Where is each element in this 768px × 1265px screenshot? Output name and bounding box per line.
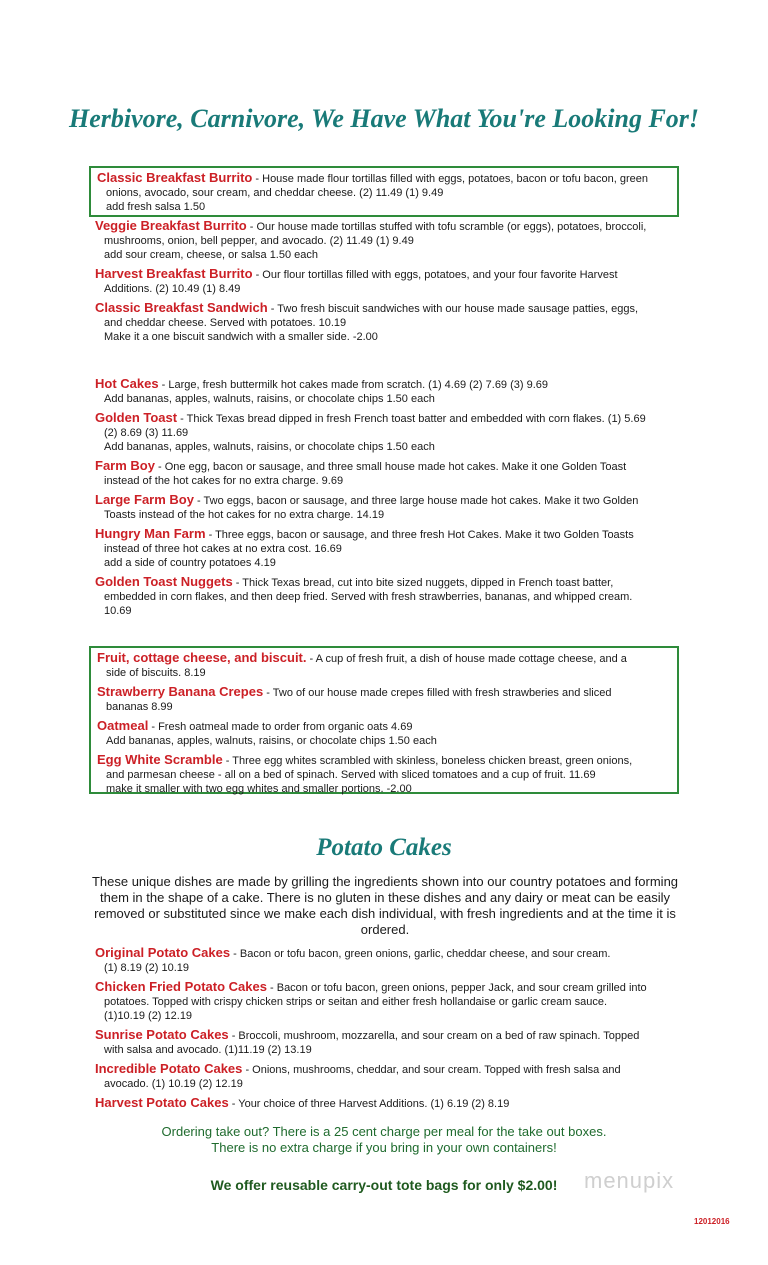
griddle-section [95,377,685,623]
menu-item-detail: potatoes. Topped with crispy chicken strips or seitan and either fresh hollandaise or garlic cream sauce. [104,996,608,1008]
menu-item-description: - Two eggs, bacon or sausage, and three large house made hot cakes. Make it two Golden [193,495,639,507]
menu-item [97,651,677,680]
menu-item-description: - Fresh oatmeal made to order from organic oats 4.69 [148,721,413,733]
menu-item-detail: onions, avocado, sour cream, and cheddar cheese. (2) 11.49 (1) 9.49 [106,187,444,199]
menu-item-detail: instead of three hot cakes at no extra cost. 16.69 [104,543,342,555]
menu-item [97,685,677,714]
menu-item-name: Golden Toast Nuggets [95,574,233,589]
potato-cakes-intro: These unique dishes are made by grilling the ingredients shown into our country potatoes and forming them in the shape of a cake. There is no gluten in these dishes and any dairy or meat can be easily removed or substituted since we make each dish individual, with fresh ingredients and at the time it is ordered. [91,874,679,937]
healthy-box [89,646,679,794]
menu-list [95,219,685,344]
menu-item-description: - A cup of fresh fruit, a dish of house made cottage cheese, and a [306,653,627,665]
menu-item [95,459,685,488]
menu-item-detail: (1) 8.19 (2) 10.19 [104,962,189,974]
menu-item-detail: add a side of country potatoes 4.19 [104,557,276,569]
menu-item-name: Golden Toast [95,410,178,425]
breakfast-box [89,166,679,217]
menu-item [95,301,685,344]
menu-item [95,267,685,296]
menu-item-name: Farm Boy [95,458,155,473]
menu-item-name: Harvest Breakfast Burrito [95,266,253,281]
menu-item [95,1028,685,1057]
menu-item-detail: Add bananas, apples, walnuts, raisins, or chocolate chips 1.50 each [104,393,435,405]
menu-item-name: Strawberry Banana Crepes [97,684,264,699]
takeout-line: There is no extra charge if you bring in your own containers! [211,1140,557,1155]
menu-item [95,377,685,406]
menu-item [95,219,685,262]
menu-date-code: 12012016 [694,1217,730,1226]
menu-item-detail: with salsa and avocado. (1)11.19 (2) 13.19 [104,1044,312,1056]
menu-item [97,719,677,748]
menupix-watermark: menupix [584,1168,675,1193]
menu-item-description: - Bacon or tofu bacon, green onions, pepper Jack, and sour cream grilled into [266,982,647,994]
menu-list [97,171,677,214]
menu-item-description: - Large, fresh buttermilk hot cakes made from scratch. (1) 4.69 (2) 7.69 (3) 9.69 [158,379,549,391]
menu-item-description: - Three egg whites scrambled with skinless, boneless chicken breast, green onions, [222,755,633,767]
menu-item [95,527,685,570]
menu-item-detail: make it smaller with two egg whites and smaller portions. -2.00 [106,783,412,795]
menu-item-name: Egg White Scramble [97,752,223,767]
menu-item-name: Fruit, cottage cheese, and biscuit. [97,650,307,665]
menu-item [95,946,685,975]
menu-item-name: Hungry Man Farm [95,526,206,541]
menu-item-description: - Onions, mushrooms, cheddar, and sour cream. Topped with fresh salsa and [242,1064,621,1076]
menu-item-detail: embedded in corn flakes, and then deep fried. Served with fresh strawberries, bananas, and whipped cream. [104,591,633,603]
menu-list [97,651,677,796]
menu-item [95,493,685,522]
menu-item-description: - Two fresh biscuit sandwiches with our house made sausage patties, eggs, [267,303,639,315]
menu-item-detail: add sour cream, cheese, or salsa 1.50 each [104,249,319,261]
menu-item [95,411,685,454]
menu-item [97,753,677,796]
potato-section [95,946,685,1116]
menu-item-description: - Bacon or tofu bacon, green onions, garlic, cheddar cheese, and sour cream. [230,948,611,960]
menu-item-description: - Our house made tortillas stuffed with tofu scramble (or eggs), potatoes, broccoli, [246,221,647,233]
menu-item-name: Original Potato Cakes [95,945,231,960]
breakfast-section [95,219,685,349]
menu-item-detail: Make it a one biscuit sandwich with a smaller side. -2.00 [104,331,378,343]
tote-bag-offer: We offer reusable carry-out tote bags for only $2.00! [210,1177,558,1193]
menu-item [97,171,677,214]
menu-item-name: Large Farm Boy [95,492,194,507]
menu-item-detail: avocado. (1) 10.19 (2) 12.19 [104,1078,243,1090]
menu-item-detail: mushrooms, onion, bell pepper, and avocado. (2) 11.49 (1) 9.49 [104,235,414,247]
menu-item-name: Veggie Breakfast Burrito [95,218,247,233]
menu-item-detail: instead of the hot cakes for no extra charge. 9.69 [104,475,344,487]
menu-item-detail: Toasts instead of the hot cakes for no extra charge. 14.19 [104,509,385,521]
menu-headline: Herbivore, Carnivore, We Have What You're Looking For! [68,104,700,133]
menu-item-detail: Additions. (2) 10.49 (1) 8.49 [104,283,241,295]
menu-item-name: Classic Breakfast Sandwich [95,300,268,315]
menu-item-description: - Thick Texas bread, cut into bite sized nuggets, dipped in French toast batter, [232,577,614,589]
takeout-line: Ordering take out? There is a 25 cent charge per meal for the take out boxes. [161,1124,607,1139]
menu-item-detail: (2) 8.69 (3) 11.69 [104,427,189,439]
menu-item-detail: (1)10.19 (2) 12.19 [104,1010,193,1022]
menu-item-description: - Our flour tortillas filled with eggs, potatoes, and your four favorite Harvest [252,269,618,281]
menu-item [95,1062,685,1091]
menu-item-detail: 10.69 [104,605,132,617]
menu-item-name: Incredible Potato Cakes [95,1061,243,1076]
menu-item-name: Hot Cakes [95,376,159,391]
menu-list [95,946,685,1111]
menu-item [95,980,685,1023]
menu-item-detail: and cheddar cheese. Served with potatoes. 10.19 [104,317,347,329]
menu-item-detail: add fresh salsa 1.50 [106,201,206,213]
menu-item-description: - Broccoli, mushroom, mozzarella, and sour cream on a bed of raw spinach. Topped [228,1030,640,1042]
menu-item-name: Chicken Fried Potato Cakes [95,979,267,994]
menu-list [95,377,685,618]
menu-item-name: Oatmeal [97,718,149,733]
menu-item-name: Sunrise Potato Cakes [95,1027,229,1042]
menu-item-description: - Two of our house made crepes filled with fresh strawberies and sliced [263,687,612,699]
menu-item-name: Harvest Potato Cakes [95,1095,229,1110]
menu-item-detail: bananas 8.99 [106,701,173,713]
menu-item-detail: Add bananas, apples, walnuts, raisins, or chocolate chips 1.50 each [106,735,437,747]
menu-item-description: - Your choice of three Harvest Additions. (1) 6.19 (2) 8.19 [228,1098,510,1110]
takeout-note [0,1124,768,1156]
menu-item-description: - House made flour tortillas filled with eggs, potatoes, bacon or tofu bacon, green [252,173,648,185]
menu-item [95,1096,685,1111]
menu-item-detail: Add bananas, apples, walnuts, raisins, or chocolate chips 1.50 each [104,441,435,453]
potato-cakes-title: Potato Cakes [316,834,452,861]
menu-item-description: - One egg, bacon or sausage, and three small house made hot cakes. Make it one Golden Toast [154,461,627,473]
menu-item-name: Classic Breakfast Burrito [97,170,253,185]
menu-item-description: - Three eggs, bacon or sausage, and three fresh Hot Cakes. Make it two Golden Toasts [205,529,634,541]
menu-item-detail: side of biscuits. 8.19 [106,667,206,679]
menu-item [95,575,685,618]
menu-item-detail: and parmesan cheese - all on a bed of spinach. Served with sliced tomatoes and a cup of fruit. 11.69 [106,769,596,781]
menu-item-description: - Thick Texas bread dipped in fresh French toast batter and embedded with corn flakes. (1) 5.69 [177,413,646,425]
